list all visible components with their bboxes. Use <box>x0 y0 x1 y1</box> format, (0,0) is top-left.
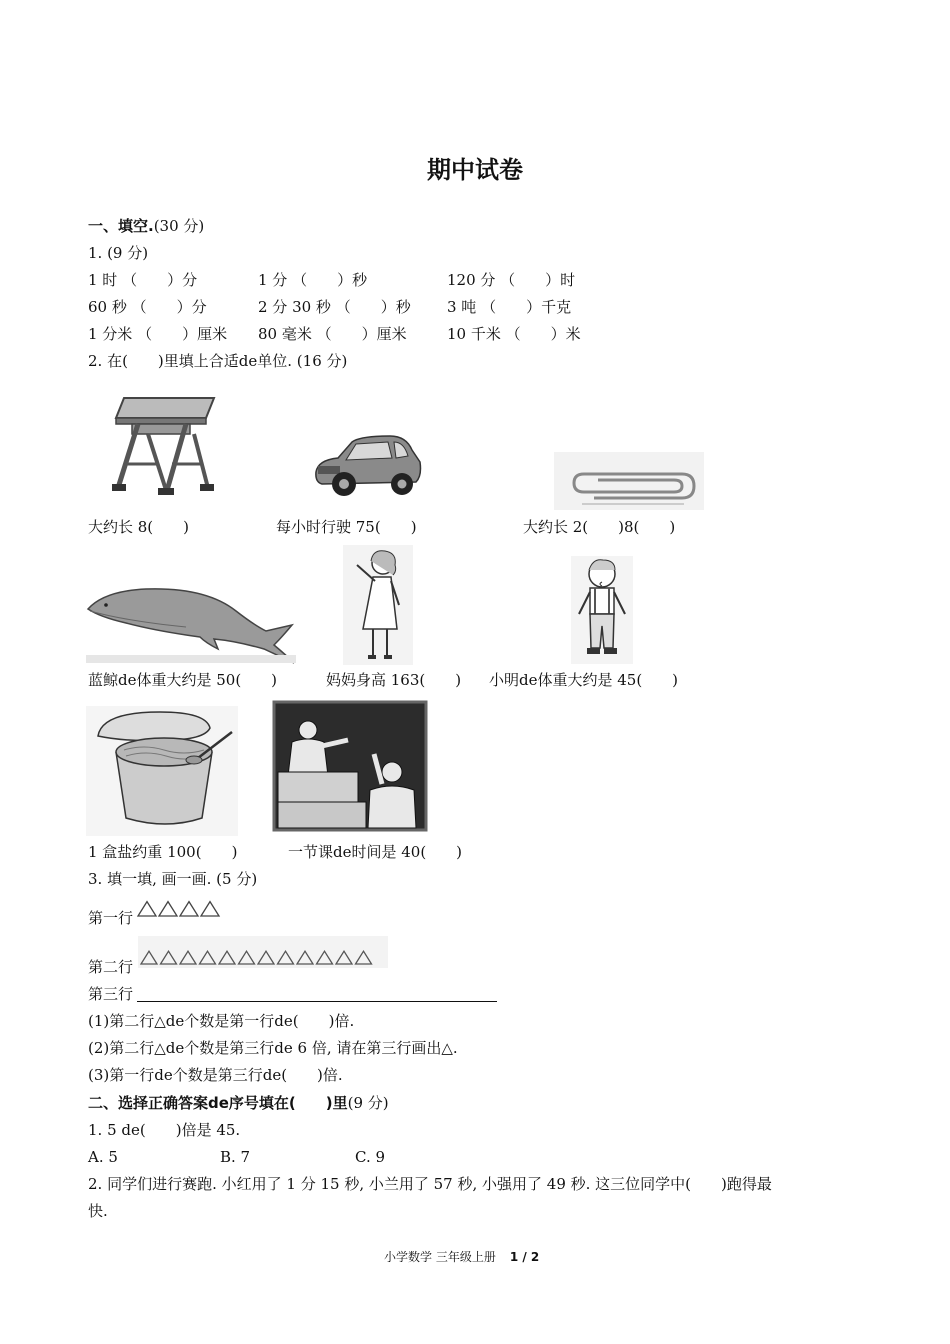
triangle-row1 <box>135 897 225 919</box>
q3-item-3: (3)第一行de个数是第三行de( )倍. <box>88 1066 343 1084</box>
caption-desk: 大约长 8( ) <box>88 518 190 536</box>
caption-paperclip: 大约长 2( )8( ) <box>523 518 676 536</box>
section2-heading <box>88 1093 389 1113</box>
page-number: 1 / 2 <box>509 1250 540 1264</box>
caption-mother: 妈妈身高 163( ) <box>326 671 462 689</box>
q3-item-2: (2)第二行△de个数是第三行de 6 倍, 请在第三行画出△. <box>88 1039 458 1057</box>
caption-salt: 1 盒盐约重 100( ) <box>88 843 238 861</box>
page-title: 期中试卷 <box>427 156 523 184</box>
row2-label: 第二行 <box>88 958 134 976</box>
s2-q1-option-a: A. 5 <box>88 1148 118 1166</box>
section1-score: (30 分) <box>153 217 205 235</box>
s2-q1-option-c: C. 9 <box>355 1148 386 1166</box>
conversion-2-2: 2 分 30 秒 （ ）秒 <box>258 298 411 316</box>
s2-q2-line2: 快. <box>88 1202 108 1220</box>
s2-q1: 1. 5 de( )倍是 45. <box>88 1121 241 1139</box>
q3-item-1: (1)第二行△de个数是第一行de( )倍. <box>88 1012 355 1030</box>
s2-q2-line1: 2. 同学们进行赛跑. 小红用了 1 分 15 秒, 小兰用了 57 秒, 小强用了 49 秒. 这三位同学中( )跑得最 <box>88 1175 772 1193</box>
desk-illustration <box>110 390 220 505</box>
boy-illustration <box>571 556 633 664</box>
classroom-illustration <box>270 698 430 834</box>
conversion-1-1: 1 时 （ ）分 <box>88 271 198 289</box>
triangle-mark <box>201 902 219 916</box>
conversion-1-2: 1 分 （ ）秒 <box>258 271 368 289</box>
section2-heading-text: 二、选择正确答案de序号填在( )里 <box>88 1094 348 1112</box>
footer <box>384 1248 539 1265</box>
section1-heading <box>88 216 204 236</box>
q1-label: 1. (9 分) <box>88 244 149 262</box>
paperclip-illustration <box>554 452 704 510</box>
salt-box-illustration <box>86 706 238 836</box>
row1-label: 第一行 <box>88 909 134 927</box>
conversion-1-3: 120 分 （ ）时 <box>447 271 576 289</box>
conversion-2-3: 3 吨 （ ）千克 <box>447 298 572 316</box>
triangle-mark <box>159 902 177 916</box>
caption-class: 一节课de时间是 40( ) <box>288 843 463 861</box>
conversion-2-1: 60 秒 （ ）分 <box>88 298 207 316</box>
caption-boy: 小明de体重大约是 45( ) <box>489 671 679 689</box>
conversion-3-1: 1 分米 （ ）厘米 <box>88 325 228 343</box>
triangle-mark <box>180 902 198 916</box>
mother-illustration <box>343 545 413 665</box>
triangle-row2 <box>138 936 388 968</box>
triangle-mark <box>138 902 156 916</box>
row3-drawing-line[interactable] <box>137 1001 497 1002</box>
caption-car: 每小时行驶 75( ) <box>276 518 417 536</box>
conversion-3-3: 10 千米 （ ）米 <box>447 325 581 343</box>
whale-illustration <box>86 575 296 665</box>
s2-q1-option-b: B. 7 <box>220 1148 251 1166</box>
footer-subject: 小学数学 三年级上册 <box>384 1250 496 1264</box>
caption-whale: 蓝鲸de体重大约是 50( ) <box>88 671 278 689</box>
q2-label: 2. 在( )里填上合适de单位. (16 分) <box>88 352 348 370</box>
car-illustration <box>312 432 424 500</box>
row3-label: 第三行 <box>88 985 134 1003</box>
conversion-3-2: 80 毫米 （ ）厘米 <box>258 325 407 343</box>
section2-score: (9 分) <box>347 1094 389 1112</box>
q3-label: 3. 填一填, 画一画. (5 分) <box>88 870 258 888</box>
section1-heading-text: 一、填空. <box>88 217 154 235</box>
